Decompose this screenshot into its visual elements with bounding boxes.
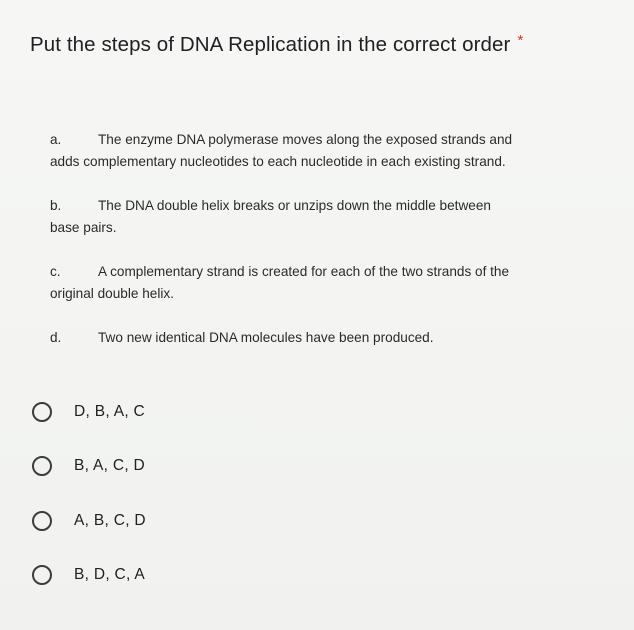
step-text: Two new identical DNA molecules have been produced. (98, 330, 434, 345)
step-line-1 (50, 195, 600, 217)
radio-unchecked-icon[interactable] (32, 511, 52, 531)
option-bacd[interactable] (32, 452, 145, 480)
step-line-2: base pairs. (50, 220, 117, 235)
step-line-2: original double helix. (50, 286, 174, 301)
option-bdca[interactable] (32, 561, 145, 589)
option-label: B, A, C, D (74, 457, 146, 474)
required-indicator: * (517, 32, 524, 49)
step-text: The DNA double helix breaks or unzips down the middle between (98, 198, 491, 213)
option-label: A, B, C, D (74, 512, 146, 529)
option-dbac[interactable] (32, 398, 145, 426)
step-b (50, 195, 600, 239)
step-c (50, 261, 600, 305)
step-marker: d. (50, 330, 62, 345)
step-marker: a. (50, 132, 62, 147)
step-a (50, 129, 600, 173)
question-title-text: Put the steps of DNA Replication in the correct order (30, 33, 511, 56)
radio-unchecked-icon[interactable] (32, 456, 52, 476)
step-line-1 (50, 129, 600, 151)
step-text: A complementary strand is created for each of the two strands of the (98, 264, 510, 279)
question-title (30, 33, 523, 57)
step-line-1 (50, 327, 600, 349)
radio-unchecked-icon[interactable] (32, 402, 52, 422)
option-label: B, D, C, A (74, 566, 146, 583)
radio-unchecked-icon[interactable] (32, 565, 52, 585)
step-text: The enzyme DNA polymerase moves along the exposed strands and (98, 132, 513, 147)
step-marker: c. (50, 264, 61, 279)
option-label: D, B, A, C (74, 403, 146, 420)
step-line-2: adds complementary nucleotides to each nucleotide in each existing strand. (50, 154, 506, 169)
step-marker: b. (50, 198, 62, 213)
option-abcd[interactable] (32, 507, 146, 535)
step-line-1 (50, 261, 600, 283)
step-d (50, 327, 600, 349)
